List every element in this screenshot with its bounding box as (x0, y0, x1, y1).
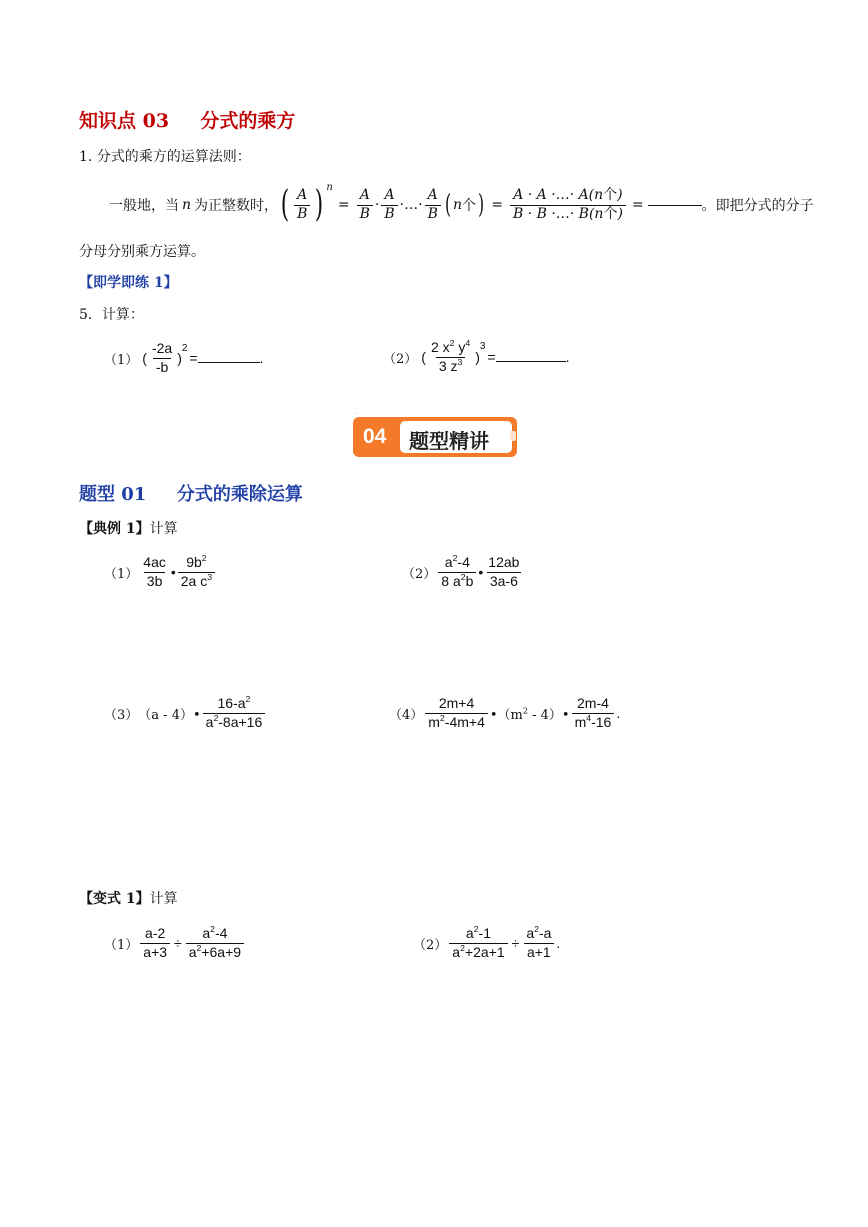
p1-fraction: $\frac{-2a}{-b}$ (151, 340, 173, 375)
count-ge: 个 (462, 198, 477, 214)
equals-sign: = (631, 197, 644, 213)
fraction-product: $\frac{\text{A · A ·…· A(n个)}}{\text{B · B ·…· B(n个)}}$ (510, 188, 626, 222)
v1-fraction-b: $\frac{a^2-4}{a^2+6a+9}$ (186, 926, 244, 960)
example-q2: （2） $\frac{a^2-4}{8 a^2b}$ • $\frac{12ab}{3a-6}$ (402, 550, 524, 594)
p2-index: （2） (383, 351, 418, 367)
type-title: 分式的乘除运算 (176, 484, 303, 505)
q1-fraction-b: $\frac{9b^2}{2a c^3}$ (178, 555, 215, 589)
q1-fraction-a: $\frac{4ac}{3b}$ (143, 554, 166, 589)
times-dot: · (374, 197, 380, 213)
right-paren: ) (315, 184, 324, 225)
example-q1: （1） $\frac{4ac}{3b}$ • $\frac{9b^2}{2a c^3}$ (104, 550, 217, 594)
type-heading (79, 480, 303, 506)
section-title: 分式的乘方 (200, 110, 296, 132)
rule-intro2: 为正整数时， (194, 198, 279, 214)
equals-sign: = (337, 197, 350, 213)
p2-answer-blank (496, 361, 566, 362)
v1-fraction-a: $\frac{a-2}{a+3}$ (140, 926, 170, 960)
times-dot: · (418, 197, 423, 213)
rule-intro: 一般地，当 (109, 198, 179, 214)
p2-fraction: $\frac{2 x^2 y^4}{3 z^3}$ (430, 338, 471, 374)
practice-p2: （2） ( $\frac{2 x^2 y^4}{3 z^3}$ ) 3 = . (383, 338, 570, 374)
practice-p1: （1） ( $\frac{-2a}{-b}$ ) 2 = . (104, 340, 264, 375)
answer-blank (648, 205, 702, 206)
example-q4: （4） $\frac{2m+4}{m^2-4m+4}$ $•(m^2$ - 4）• $\frac{2m-4}{m^4-16}$ . (389, 695, 621, 730)
fraction-a-b-3: $\frac{A}{B}$ (425, 188, 441, 222)
q3-fraction: $\frac{16-a^2}{a^2-8a+16}$ (203, 696, 266, 730)
rule-tail: 。即把分式的分子 (701, 198, 814, 214)
rule-item: 1. 分式的乘方的运算法则： (79, 149, 251, 165)
fraction-a-b-1: $\frac{A}{B}$ (357, 188, 373, 222)
ellipsis: … (404, 197, 419, 213)
example-header: 【典例 1】计算 (79, 521, 178, 537)
rule-line2: 分母分别乘方运算。 (79, 244, 205, 260)
p1-index: （1） (104, 352, 139, 368)
p1-answer-blank (198, 362, 260, 363)
q2-fraction-b: $\frac{12ab}{3a-6}$ (488, 554, 520, 589)
practice-question: 5．计算： (79, 307, 144, 323)
q2-fraction-a: $\frac{a^2-4}{8 a^2b}$ (438, 555, 476, 589)
equals-sign: = (491, 197, 503, 213)
section-number: 知识点 03 (79, 110, 170, 132)
section-heading (79, 106, 295, 133)
badge-text: 题型精讲 (409, 431, 489, 453)
paren-close: ) (478, 190, 485, 220)
fraction-a-b-2: $\frac{A}{B}$ (381, 188, 397, 222)
power-n: n (326, 182, 333, 193)
v2-fraction-b: $\frac{a^2-a}{a+1}$ (523, 926, 554, 960)
fraction-a-over-b: $\frac{A}{B}$ (294, 188, 310, 222)
rule-formula-line (109, 178, 814, 232)
badge-number: 04 (363, 425, 387, 448)
variant-header: 【变式 1】计算 (79, 891, 178, 907)
type-label: 题型 01 (79, 484, 147, 505)
variant-q1: （1） $\frac{a-2}{a+3}$ ÷ $\frac{a^2-4}{a^2+6a+9}$ (104, 920, 246, 966)
practice-header: 【即学即练 1】 (79, 275, 178, 291)
times-dot: · (399, 197, 405, 213)
section-badge (352, 413, 518, 457)
paren-open: ( (444, 190, 451, 220)
v2-fraction-a: $\frac{a^2-1}{a^2+2a+1}$ (449, 926, 507, 960)
rule-var-n: n (182, 197, 192, 213)
left-paren: ( (280, 184, 290, 225)
variant-q2: （2） $\frac{a^2-1}{a^2+2a+1}$ ÷ $\frac{a^2-a}{a+1}$ . (413, 924, 561, 960)
example-q3: （3） （a - 4）• $\frac{16-a^2}{a^2-8a+16}$ (104, 690, 267, 736)
q4-fraction-a: $\frac{2m+4}{m^2-4m+4}$ (425, 696, 488, 730)
count-n: n (453, 197, 463, 213)
q4-fraction-b: $\frac{2m-4}{m^4-16}$ (572, 696, 615, 730)
